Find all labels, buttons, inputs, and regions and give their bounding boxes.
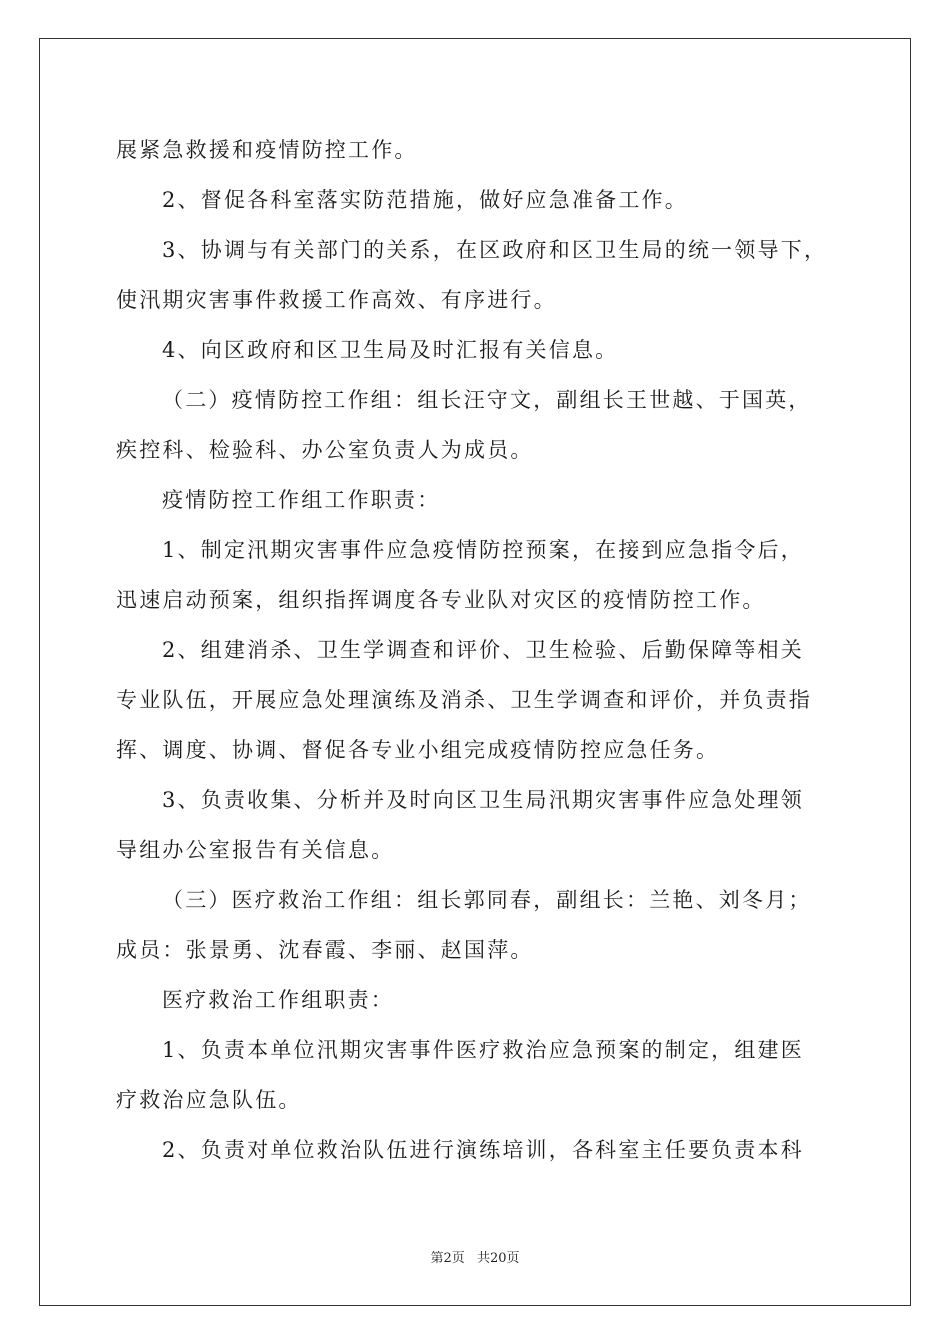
- text-line: 2、负责对单位救治队伍进行演练培训，各科室主任要负责本科: [162, 1138, 804, 1162]
- text-line: 展紧急救援和疫情防控工作。: [116, 138, 418, 162]
- text-line: 2、组建消杀、卫生学调查和评价、卫生检验、后勤保障等相关: [162, 638, 804, 662]
- text-line: 疫情防控工作组工作职责：: [162, 488, 441, 512]
- text-line: 1、负责本单位汛期灾害事件医疗救治应急预案的制定，组建医: [162, 1038, 804, 1062]
- text-line: 医疗救治工作组职责：: [162, 988, 394, 1012]
- text-line: 1、制定汛期灾害事件应急疫情防控预案，在接到应急指令后，: [162, 538, 804, 562]
- text-line: 3、负责收集、分析并及时向区卫生局汛期灾害事件应急处理领: [162, 788, 804, 812]
- text-line: 2、督促各科室落实防范措施，做好应急准备工作。: [162, 188, 688, 212]
- page-total: 共20页: [476, 1251, 520, 1266]
- text-line: 3、协调与有关部门的关系，在区政府和区卫生局的统一领导下，: [162, 238, 828, 262]
- text-line: 疗救治应急队伍。: [116, 1088, 302, 1112]
- page-border: [39, 38, 911, 1306]
- text-line: （三）医疗救治工作组：组长郭同春，副组长：兰艳、刘冬月；: [162, 888, 812, 912]
- text-line: 成员：张景勇、沈春霞、李丽、赵国萍。: [116, 938, 534, 962]
- text-line: 专业队伍，开展应急处理演练及消杀、卫生学调查和评价，并负责指: [116, 688, 812, 712]
- text-line: 4、向区政府和区卫生局及时汇报有关信息。: [162, 338, 619, 362]
- text-line: 使汛期灾害事件救援工作高效、有序进行。: [116, 288, 557, 312]
- page-footer: [0, 1247, 950, 1266]
- text-line: （二）疫情防控工作组：组长汪守文，副组长王世越、于国英，: [162, 388, 812, 412]
- text-line: 疾控科、检验科、办公室负责人为成员。: [116, 438, 534, 462]
- text-line: 导组办公室报告有关信息。: [116, 838, 395, 862]
- text-line: 迅速启动预案，组织指挥调度各专业队对灾区的疫情防控工作。: [116, 588, 766, 612]
- text-line: 挥、调度、协调、督促各专业小组完成疫情防控应急任务。: [116, 738, 720, 762]
- page-number: 第2页: [430, 1251, 465, 1266]
